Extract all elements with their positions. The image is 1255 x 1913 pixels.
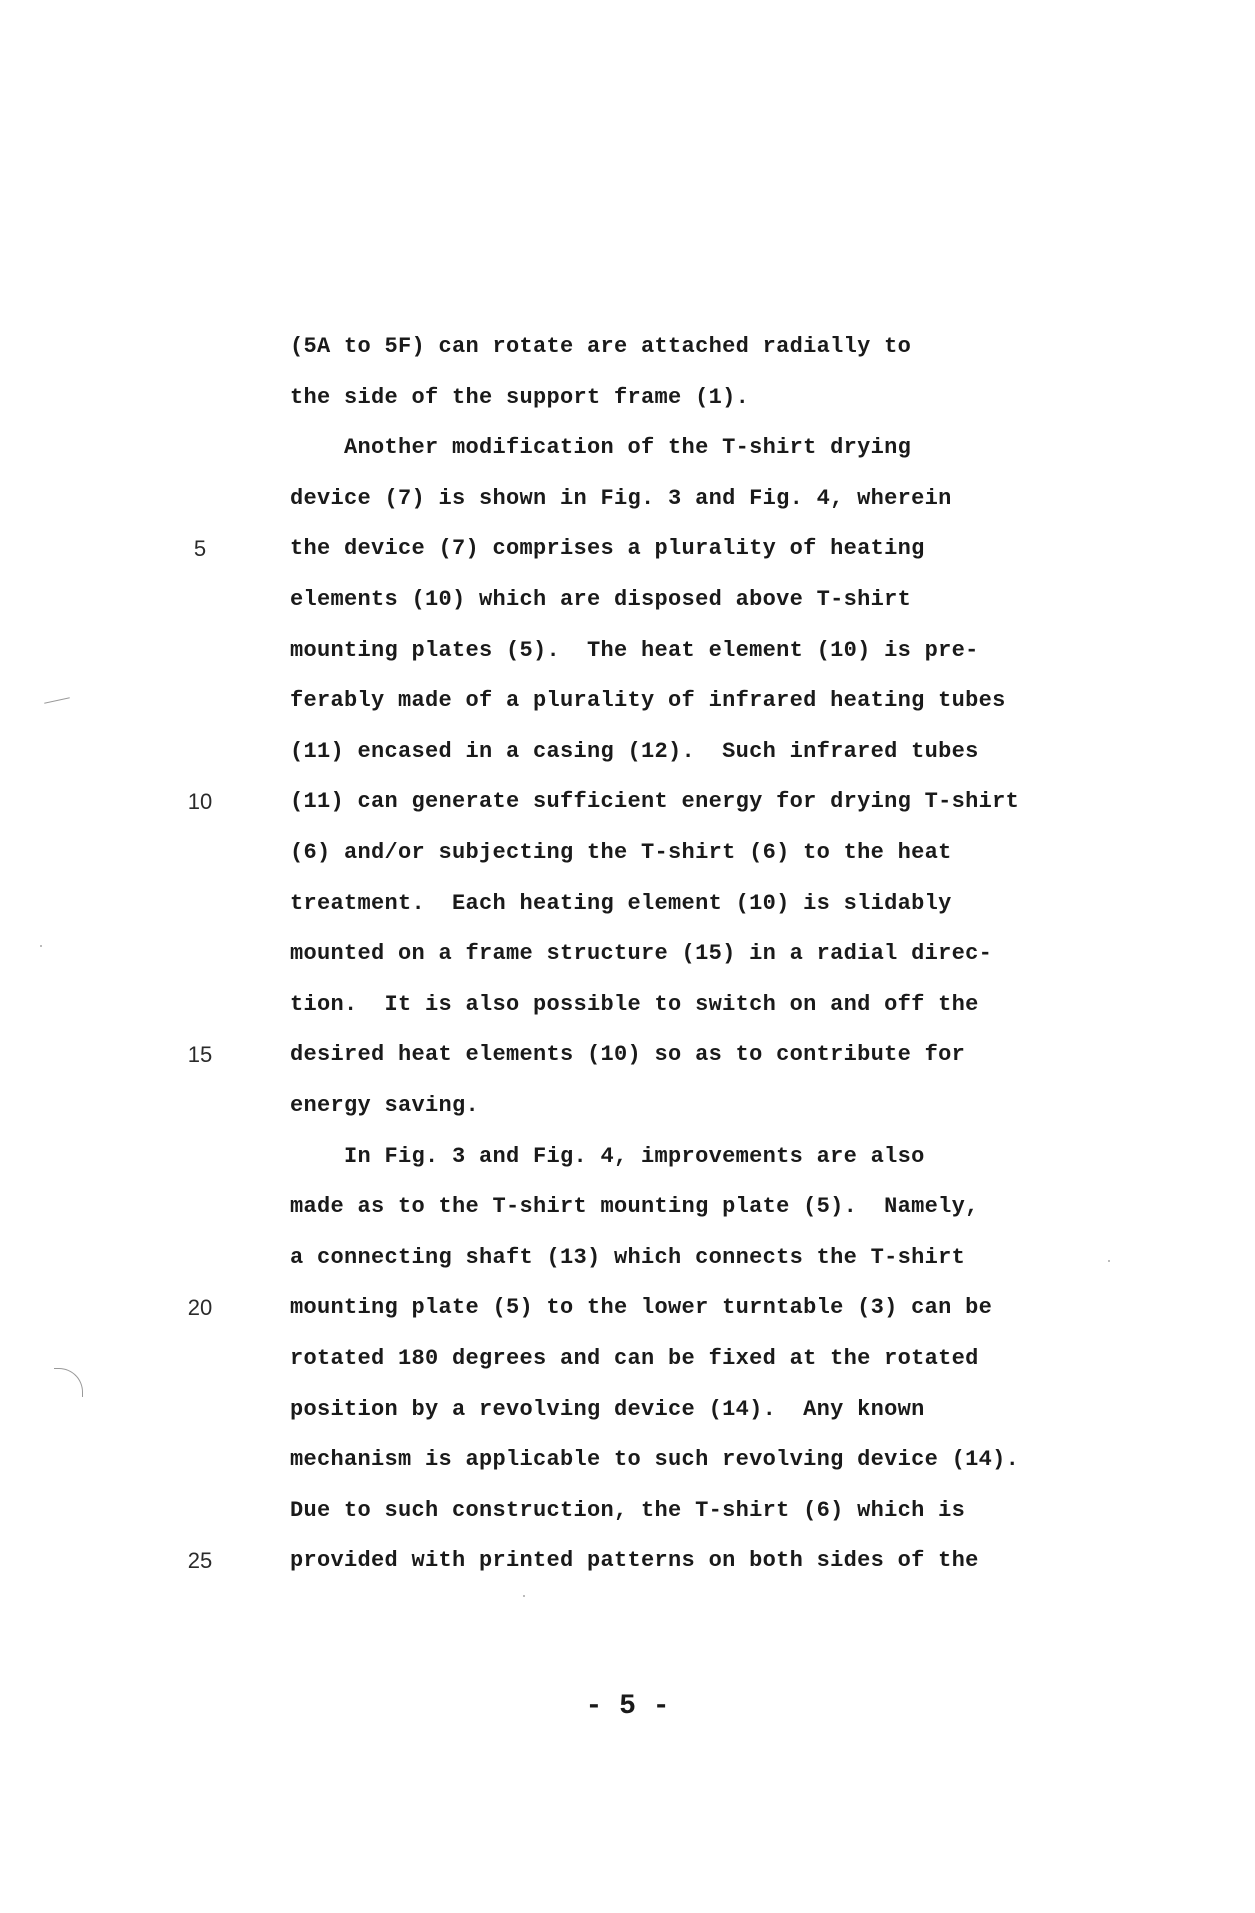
text-line: mounted on a frame structure (15) in a radial direc-: [290, 941, 993, 967]
text-line: (6) and/or subjecting the T-shirt (6) to the heat: [290, 840, 952, 865]
line-number: 25: [187, 1548, 213, 1574]
text-line: mounting plate (5) to the lower turntable (3) can be: [290, 1295, 993, 1321]
page-number: - 5 -: [585, 1691, 670, 1722]
text-line: In Fig. 3 and Fig. 4, improvements are also: [290, 1143, 925, 1169]
speck: [1108, 1260, 1110, 1262]
text-line: mechanism is applicable to such revolving device (14).: [290, 1447, 1020, 1473]
margin-mark: [54, 1368, 83, 1397]
text-line: device (7) is shown in Fig. 3 and Fig. 4, wherein: [290, 485, 952, 511]
text-line: the device (7) comprises a plurality of heating: [290, 536, 925, 562]
speck: [40, 945, 42, 947]
text-line: Another modification of the T-shirt drying: [290, 435, 912, 461]
line-number: 5: [193, 536, 207, 562]
margin-mark: [44, 697, 70, 703]
text-line: mounting plates (5). The heat element (10) is pre-: [290, 637, 979, 663]
text-line: Due to such construction, the T-shirt (6) which is: [290, 1497, 966, 1523]
text-line: rotated 180 degrees and can be fixed at the rotated: [290, 1346, 979, 1371]
text-line: the side of the support frame (1).: [290, 384, 750, 410]
text-line: position by a revolving device (14). Any known: [290, 1396, 925, 1422]
text-line: treatment. Each heating element (10) is slidably: [290, 890, 952, 916]
text-line: tion. It is also possible to switch on and off the: [290, 991, 979, 1017]
text-line: (5A to 5F) can rotate are attached radially to: [290, 334, 912, 359]
speck: [523, 1595, 525, 1597]
text-line: energy saving.: [290, 1093, 480, 1118]
line-number: 10: [187, 789, 213, 815]
text-line: ferably made of a plurality of infrared heating tubes: [290, 688, 1006, 714]
text-line: (11) encased in a casing (12). Such infrared tubes: [290, 738, 979, 764]
text-line: a connecting shaft (13) which connects the T-shirt: [290, 1244, 966, 1270]
line-number: 15: [187, 1042, 213, 1068]
text-line: elements (10) which are disposed above T-shirt: [290, 587, 912, 612]
text-line: provided with printed patterns on both sides of the: [290, 1548, 979, 1574]
text-line: (11) can generate sufficient energy for drying T-shirt: [290, 789, 1020, 815]
text-line: desired heat elements (10) so as to contribute for: [290, 1042, 966, 1068]
line-number: 20: [187, 1295, 213, 1321]
text-line: made as to the T-shirt mounting plate (5). Namely,: [290, 1194, 979, 1220]
